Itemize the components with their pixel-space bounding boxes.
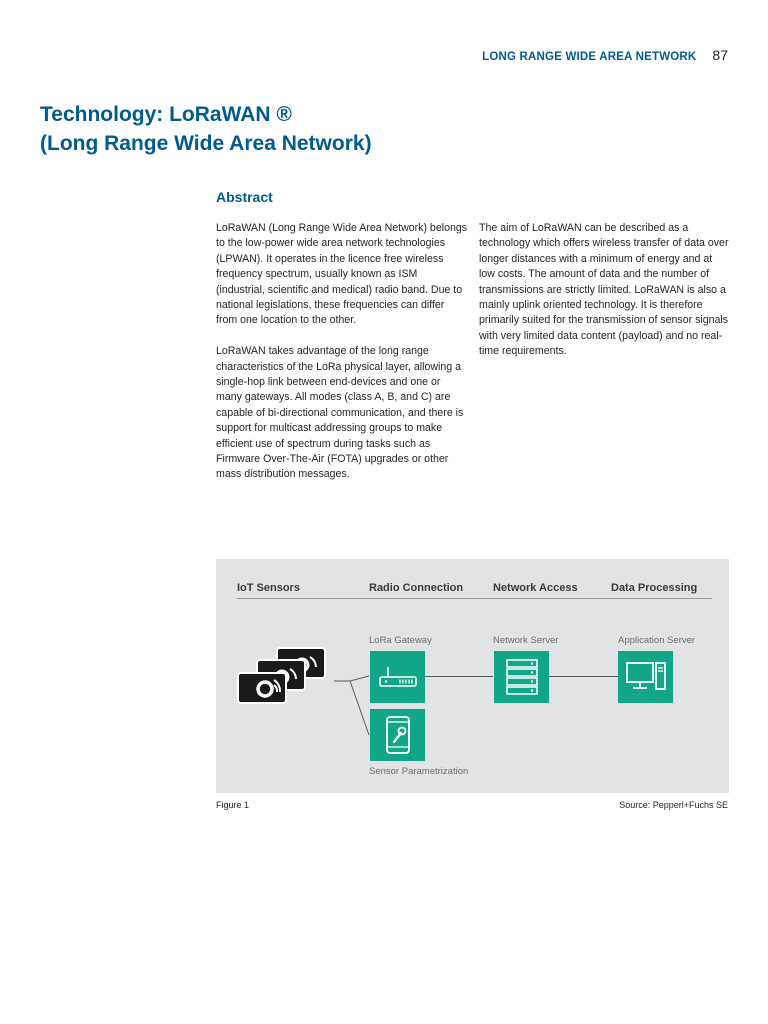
abstract-right-column: [479, 221, 731, 375]
page-title-line-1: Technology: LoRaWAN ®: [40, 103, 292, 126]
label-sensor-parametrization: Sensor Parametrization: [369, 766, 469, 777]
figure-header-radio-connection: Radio Connection: [369, 582, 464, 594]
connector-server-app: [549, 676, 618, 677]
smartphone-wrench-icon: [384, 715, 412, 755]
figure-header-network-access: Network Access: [493, 582, 578, 594]
lora-gateway-tile: [370, 651, 425, 703]
server-rack-icon: [504, 658, 540, 696]
label-lora-gateway: LoRa Gateway: [369, 635, 432, 646]
page-number: 87: [712, 47, 728, 63]
figure-caption: Figure 1: [216, 800, 250, 810]
desktop-computer-icon: [625, 660, 667, 694]
network-server-tile: [494, 651, 549, 703]
abstract-paragraph: The aim of LoRaWAN can be described as a technology which offers wireless transfer of data over longer distances with a minimum of energy and at low costs. The amount of data and the number of transmissions are strictly limited. LoRaWAN is also a mainly uplink oriented technology. It is therefore primarily suited for the transmission of sensor signals with very limited data content (payload) and no real-time requirements.: [479, 222, 729, 358]
connector-sensor-links: [334, 671, 372, 739]
page-title-line-2: (Long Range Wide Area Network): [40, 132, 372, 155]
figure-header-data-processing: Data Processing: [611, 582, 698, 594]
running-head: [482, 47, 728, 63]
abstract-paragraph: LoRaWAN takes advantage of the long range characteristics of the LoRa physical layer, allowing a single-hop link between end-devices and one or many gateways. All modes (class A, B, and C) are capable of bi-directional communication, and there is support for multicast addressing groups to make efficient use of spectrum during tasks such as Firmware Over-The-Air (FOTA) upgrades or other mass distribution messages.: [216, 345, 464, 481]
page-title: [40, 100, 372, 158]
connector-gateway-server: [425, 676, 493, 677]
figure-diagram: [216, 559, 729, 793]
label-application-server: Application Server: [618, 635, 696, 646]
figure-header-iot-sensors: IoT Sensors: [237, 582, 300, 594]
sensor-card-front: [237, 672, 287, 704]
label-network-server: Network Server: [493, 635, 559, 646]
abstract-paragraph: LoRaWAN (Long Range Wide Area Network) belongs to the low-power wide area network technologies (LPWAN). It operates in the licence free wireless frequency spectrum, usually known as ISM (industrial, scientific and medical) radio band. Due to national legislations, these frequencies can differ from one location to the other.: [216, 222, 468, 327]
figure-source: Source: Pepperl+Fuchs SE: [619, 800, 728, 810]
abstract-heading: Abstract: [216, 189, 273, 205]
router-icon: [378, 665, 418, 689]
abstract-left-column: [216, 221, 468, 498]
figure-header-rule: [237, 598, 712, 599]
running-title: LONG RANGE WIDE AREA NETWORK: [482, 51, 697, 63]
application-server-tile: [618, 651, 673, 703]
sensor-parametrization-tile: [370, 709, 425, 761]
